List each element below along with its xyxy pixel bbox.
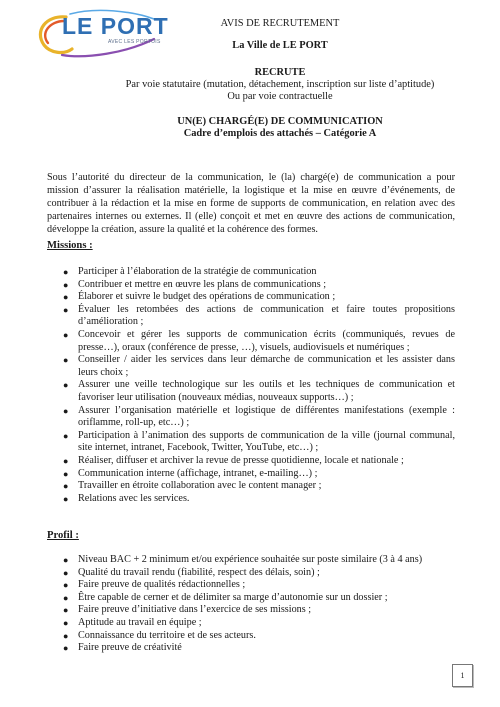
bullet-icon: ● xyxy=(63,267,69,277)
list-item xyxy=(47,266,455,279)
statutory-route: Par voie statutaire (mutation, détachement, inscription sur liste d’aptitude) xyxy=(125,79,435,90)
bullet-icon: ● xyxy=(63,329,69,340)
list-item xyxy=(47,480,455,493)
list-item-text: Faire preuve de qualités rédactionnelles ; xyxy=(78,579,246,591)
list-item-text: Participation à l’animation des supports de communication de la ville (journal communal, site internet, intranet, Facebook, Twitter, YouTube, etc…) ; xyxy=(78,429,455,454)
list-item xyxy=(47,329,455,354)
list-item xyxy=(47,379,455,404)
list-item-text: Niveau BAC + 2 minimum et/ou expérience souhaitée sur poste similaire (3 à 4 ans) xyxy=(78,554,423,565)
logo-tagline: AVEC LES PORTOIS xyxy=(108,39,161,45)
list-item-text: Être capable de cerner et de délimiter sa marge d’autonomie sur un dossier ; xyxy=(78,591,388,603)
job-title: UN(E) CHARGÉ(E) DE COMMUNICATION xyxy=(177,116,383,127)
bullet-icon: ● xyxy=(63,630,69,641)
list-item xyxy=(47,630,455,643)
list-item-text: Contribuer et mettre en œuvre les plans de communications ; xyxy=(78,278,327,290)
notice-title: AVIS DE RECRUTEMENT xyxy=(220,18,340,29)
list-item xyxy=(47,279,455,292)
list-item xyxy=(47,493,455,506)
missions-heading: Missions : xyxy=(47,240,93,251)
list-item-text: Travailler en étroite collaboration avec le content manager ; xyxy=(78,480,322,492)
list-item xyxy=(47,468,455,481)
list-item xyxy=(47,455,455,468)
list-item xyxy=(47,604,455,617)
list-item-text: Conseiller / aider les services dans leur démarche de communication et les assister dans leurs choix ; xyxy=(78,354,455,378)
bullet-icon: ● xyxy=(63,405,69,416)
bullet-icon: ● xyxy=(63,279,69,290)
list-item xyxy=(47,354,455,379)
logo-text: LE PORT xyxy=(62,13,169,39)
bullet-icon: ● xyxy=(63,580,69,591)
missions-list xyxy=(47,266,455,505)
list-item-text: Participer à l’élaboration de la stratégie de communication xyxy=(78,266,317,277)
list-item-text: Relations avec les services. xyxy=(78,492,190,504)
recruits-heading: RECRUTE xyxy=(254,67,306,78)
list-item xyxy=(47,567,455,580)
intro-paragraph: Sous l’autorité du directeur de la communication, le (la) chargé(e) de communication a pour mission d’assurer la réalisation matérielle, la logistique et la mise en œuvre d’événements, de contribuer à la rédaction et la mise en forme de supports de communication, en relation avec des partenaires internes ou externes. Il (elle) conçoit et met en œuvre des actions de communication, développe la création, assure la qualité et la cohérence des formes. xyxy=(47,172,455,235)
list-item xyxy=(47,304,455,329)
bullet-icon: ● xyxy=(63,555,69,565)
list-item-text: Communication interne (affichage, intranet, e-mailing…) ; xyxy=(78,467,318,479)
bullet-icon: ● xyxy=(63,617,69,628)
list-item xyxy=(47,430,455,455)
list-item-text: Faire preuve d’initiative dans l’exercice de ses missions ; xyxy=(78,604,312,616)
list-item xyxy=(47,617,455,630)
list-item xyxy=(47,291,455,304)
list-item xyxy=(47,592,455,605)
contract-route: Ou par voie contractuelle xyxy=(227,91,333,102)
bullet-icon: ● xyxy=(63,355,69,366)
city-name: La Ville de LE PORT xyxy=(232,40,328,51)
profil-heading: Profil : xyxy=(47,530,79,541)
list-item-text: Réaliser, diffuser et archiver la revue de presse quotidienne, locale et nationale ; xyxy=(78,454,404,466)
bullet-icon: ● xyxy=(63,380,69,391)
list-item-text: Qualité du travail rendu (fiabilité, respect des délais, soin) ; xyxy=(78,566,320,578)
bullet-icon: ● xyxy=(63,493,69,504)
list-item xyxy=(47,554,455,567)
list-item xyxy=(47,642,455,655)
bullet-icon: ● xyxy=(63,643,69,654)
list-item-text: Concevoir et gérer les supports de communication écrits (communiqués, revues de presse…), oraux (conférence de presse, …), visuels, audiovisuels et numériques ; xyxy=(78,328,455,353)
bullet-icon: ● xyxy=(63,605,69,616)
le-port-logo xyxy=(36,9,176,61)
bullet-icon: ● xyxy=(63,292,69,303)
bullet-icon: ● xyxy=(63,468,69,479)
page-number: 1 xyxy=(452,664,473,687)
list-item-text: Assurer une veille technologique sur les outils et les techniques de communication et favoriser leur utilisation (nouveaux médias, nouveaux supports…) ; xyxy=(78,379,455,403)
bullet-icon: ● xyxy=(63,592,69,603)
bullet-icon: ● xyxy=(63,430,69,441)
list-item-text: Connaissance du territoire et de ses acteurs. xyxy=(78,629,256,641)
bullet-icon: ● xyxy=(63,304,69,315)
list-item xyxy=(47,405,455,430)
job-grade: Cadre d’emplois des attachés – Catégorie A xyxy=(183,128,377,139)
bullet-icon: ● xyxy=(63,567,69,578)
list-item xyxy=(47,579,455,592)
bullet-icon: ● xyxy=(63,481,69,492)
list-item-text: Aptitude au travail en équipe ; xyxy=(78,616,202,628)
bullet-icon: ● xyxy=(63,455,69,466)
list-item-text: Assurer l’organisation matérielle et logistique de différentes manifestations (exemple : oriflamme, roll-up, etc…) ; xyxy=(78,404,455,429)
list-item-text: Évaluer les retombées des actions de communication et faire toutes propositions d’amélioration ; xyxy=(78,303,455,328)
list-item-text: Élaborer et suivre le budget des opérations de communication ; xyxy=(78,291,336,303)
profil-list xyxy=(47,554,455,655)
list-item-text: Faire preuve de créativité xyxy=(78,642,182,654)
